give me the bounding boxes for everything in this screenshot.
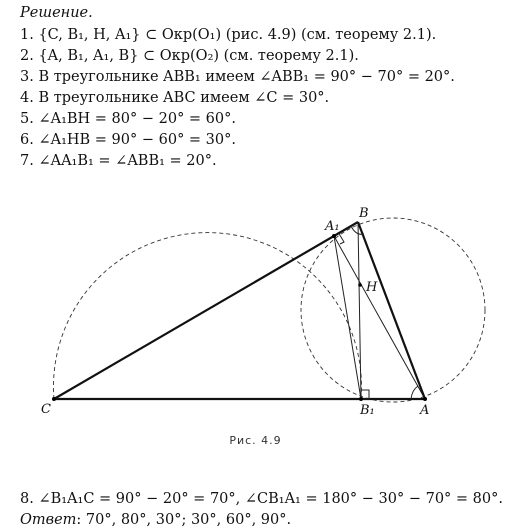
- answer-value: : 70°, 80°, 30°; 30°, 60°, 90°.: [76, 512, 292, 528]
- angle-arc-a: [411, 386, 418, 399]
- point-c: [52, 397, 56, 401]
- point-h: [358, 283, 362, 287]
- point-b1: [359, 397, 363, 401]
- answer-label: Ответ: [20, 512, 77, 528]
- answer-line: [20, 511, 291, 529]
- solution-step-6: 6. ∠A₁HB = 90° − 60° = 30°.: [20, 132, 236, 148]
- label-b1: B₁: [360, 403, 375, 418]
- solution-step-1: 1. {C, B₁, H, A₁} ⊂ Окр(O₁) (рис. 4.9) (см. теорему 2.1).: [20, 27, 437, 43]
- solution-step-4: 4. В треугольнике ABC имеем ∠C = 30°.: [20, 90, 330, 106]
- side-b-a: [358, 222, 425, 399]
- solution-step-5: 5. ∠A₁BH = 80° − 20° = 60°.: [20, 111, 236, 127]
- solution-step-3: 3. В треугольнике ABB₁ имеем ∠ABB₁ = 90° − 70° = 20°.: [20, 69, 455, 85]
- label-h: H: [366, 280, 378, 295]
- side-c-b: [54, 222, 358, 399]
- circle-o1-arc: [54, 233, 362, 399]
- label-b: B: [359, 206, 369, 221]
- label-a: A: [420, 403, 430, 418]
- solution-step-8: 8. ∠B₁A₁C = 90° − 20° = 70°, ∠CB₁A₁ = 180° − 30° − 70° = 80°.: [20, 491, 503, 507]
- altitude-b-b1: [358, 222, 361, 399]
- label-c: C: [41, 402, 51, 417]
- solution-step-7: 7. ∠AA₁B₁ = ∠ABB₁ = 20°.: [20, 153, 217, 169]
- point-a: [423, 397, 427, 401]
- circle-o2: [301, 218, 485, 402]
- solution-step-2: 2. {A, B₁, A₁, B} ⊂ Окр(O₂) (см. теорему 2.1).: [20, 48, 359, 64]
- solution-heading: Решение.: [20, 5, 93, 21]
- figure-caption: Рис. 4.9: [229, 434, 282, 447]
- label-a1: A₁: [325, 219, 340, 234]
- point-a1: [332, 234, 336, 238]
